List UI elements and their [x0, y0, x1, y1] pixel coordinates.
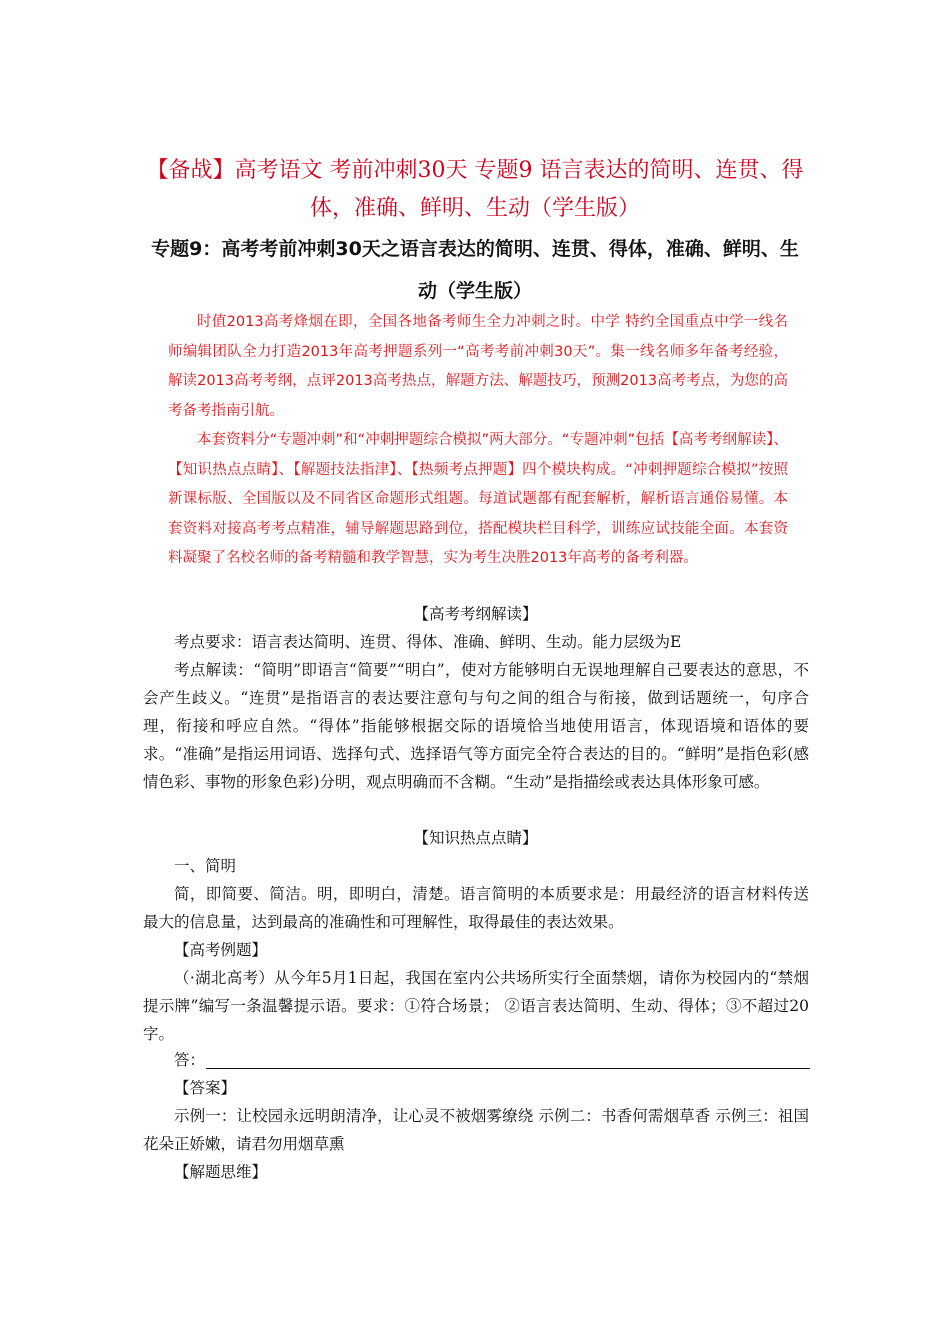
- thinking-heading: 【解题思维】: [174, 1163, 268, 1181]
- section-heading-knowledge: 【知识热点点睛】: [413, 829, 538, 847]
- promo-paragraph-2: 本套资料分“专题冲刺”和“冲刺押题综合模拟”两大部分。“专题冲刺”包括【高考考纲解读】、【知识热点点睛】、【解题技法指津】、【热频考点押题】四个模块构成。“冲刺押题综合模拟”按照新课标版、全国版以及不同省区命题形式组题。每道试题都有配套解析，解析语言通俗易懂。本套资料对接高考考点精准，辅导解题思路到位，搭配模块栏目科学，训练应试技能全面。本套资料凝聚了名校名师的备考精髓和教学智慧，实为考生决胜2013年高考的备考利器。: [168, 432, 788, 566]
- promo-paragraph-1: 时值2013高考烽烟在即，全国各地备考师生全力冲刺之时。中学 特约全国重点中学一线名师编辑团队全力打造2013年高考押题系列一“高考考前冲刺30天”。集一线名师多年备考经验，解读2013高考考纲，点评2013高考热点，解题方法、解题技巧，预测2013高考考点，为您的高考备考指南引航。: [168, 314, 788, 419]
- requirement-paragraph: 考点要求：语言表达简明、连贯、得体、准确、鲜明、生动。能力层级为E: [174, 633, 682, 651]
- answer-blank-line: [174, 1046, 810, 1074]
- example-heading: 【高考例题】: [174, 941, 268, 959]
- concise-paragraph: 简，即简要、简洁。明，即明白，清楚。语言简明的本质要求是：用最经济的语言材料传送最大的信息量，达到最高的准确性和可理解性，取得最佳的表达效果。: [143, 885, 809, 931]
- item-heading-concise: 一、简明: [174, 857, 237, 875]
- explanation-paragraph: 考点解读：“简明”即语言“简要”“明白”，使对方能够明白无误地理解自己要表达的意思，不会产生歧义。“连贯”是指语言的表达要注意句与句之间的组合与衔接，做到话题统一，句序合理，衔接和呼应自然。“得体”指能够根据交际的语境恰当地使用语言，体现语境和语体的要求。“准确”是指运用词语、选择句式、选择语气等方面完全符合表达的目的。“鲜明”是指色彩(感情色彩、事物的形象色彩)分明，观点明确而不含糊。“生动”是指描绘或表达具体形象可感。: [143, 661, 809, 791]
- document-title-bold: 专题9：高考考前冲刺30天之语言表达的简明、连贯、得体，准确、鲜明、生动（学生版）: [151, 238, 799, 302]
- section-heading-outline: 【高考考纲解读】: [413, 605, 538, 623]
- answer-paragraph: 示例一：让校园永远明朗清净，让心灵不被烟雾缭绕 示例二：书香何需烟草香 示例三：祖国花朵正娇嫩，请君勿用烟草熏: [143, 1107, 809, 1153]
- document-title-red: 【备战】高考语文 考前冲刺30天 专题9 语言表达的简明、连贯、得体，准确、鲜明、生动（学生版）: [146, 158, 804, 221]
- answer-label: 答：: [174, 1051, 206, 1069]
- question-paragraph: （·湖北高考）从今年5月1日起，我国在室内公共场所实行全面禁烟，请你为校园内的“禁烟提示牌”编写一条温馨提示语。要求：①符合场景； ②语言表达简明、生动、得体；③不超过20字。: [143, 969, 809, 1043]
- answer-heading: 【答案】: [174, 1079, 237, 1097]
- answer-underline: [206, 1068, 810, 1069]
